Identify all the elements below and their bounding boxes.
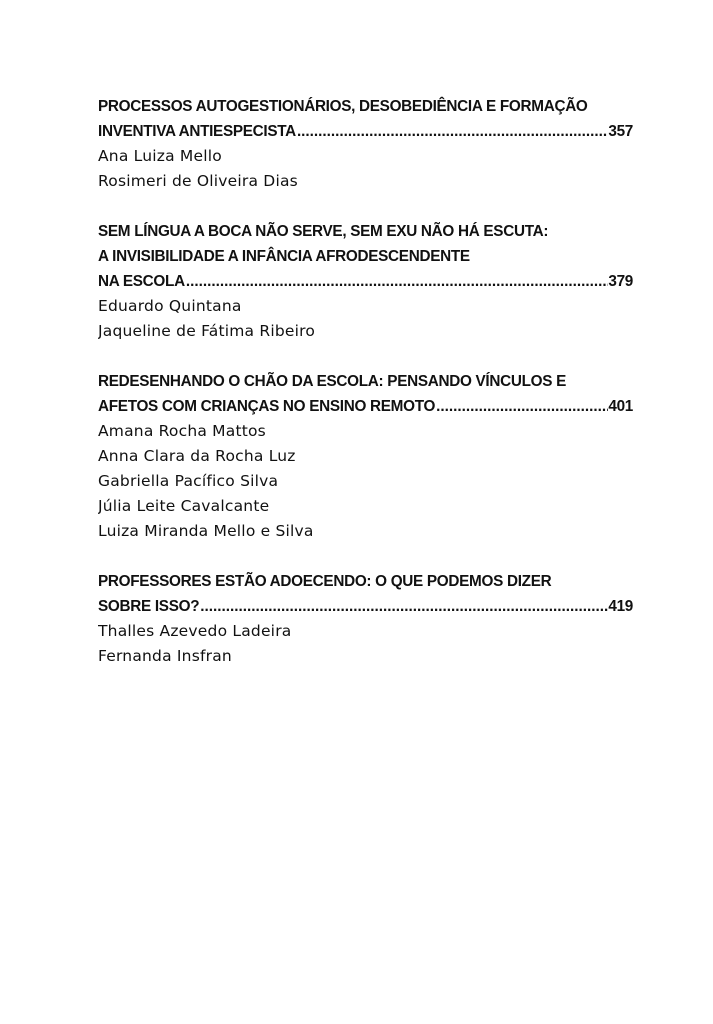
author-name: Júlia Leite Cavalcante xyxy=(98,497,270,515)
page-number: 357 xyxy=(608,123,633,140)
page-number: 419 xyxy=(608,598,633,615)
entry-title-line: NA ESCOLA xyxy=(98,273,185,290)
entry-title-line: AFETOS COM CRIANÇAS NO ENSINO REMOTO xyxy=(98,398,436,415)
toc-entry xyxy=(98,569,633,669)
entry-title-last-line[interactable] xyxy=(98,394,633,419)
dot-leader xyxy=(199,594,608,619)
entry-title-line: A INVISIBILIDADE A INFÂNCIA AFRODESCENDENTE xyxy=(98,248,470,265)
page-number: 401 xyxy=(608,398,633,415)
author-name: Luiza Miranda Mello e Silva xyxy=(98,522,314,540)
entry-title-line: PROFESSORES ESTÃO ADOECENDO: O QUE PODEMOS DIZER xyxy=(98,573,552,590)
dot-leader xyxy=(435,394,608,419)
entry-title-line: SOBRE ISSO? xyxy=(98,598,200,615)
author-name: Gabriella Pacífico Silva xyxy=(98,472,279,490)
dot-leader xyxy=(296,119,608,144)
toc-entry xyxy=(98,369,633,544)
entry-title-line: PROCESSOS AUTOGESTIONÁRIOS, DESOBEDIÊNCIA E FORMAÇÃO xyxy=(98,98,588,115)
author-name: Fernanda Insfran xyxy=(98,647,232,665)
entry-title-last-line[interactable] xyxy=(98,269,633,294)
entry-title-last-line[interactable] xyxy=(98,594,633,619)
entry-title-line: INVENTIVA ANTIESPECISTA xyxy=(98,123,296,140)
author-name: Eduardo Quintana xyxy=(98,297,242,315)
page-number: 379 xyxy=(608,273,633,290)
toc-entry xyxy=(98,94,633,194)
entry-title-line: REDESENHANDO O CHÃO DA ESCOLA: PENSANDO VÍNCULOS E xyxy=(98,373,567,390)
entry-title-last-line[interactable] xyxy=(98,119,633,144)
author-name: Ana Luiza Mello xyxy=(98,147,222,165)
author-name: Rosimeri de Oliveira Dias xyxy=(98,172,298,190)
author-name: Anna Clara da Rocha Luz xyxy=(98,447,296,465)
entry-title-line: SEM LÍNGUA A BOCA NÃO SERVE, SEM EXU NÃO HÁ ESCUTA: xyxy=(98,223,549,240)
table-of-contents xyxy=(98,94,633,694)
dot-leader xyxy=(185,269,609,294)
author-name: Thalles Azevedo Ladeira xyxy=(98,622,292,640)
author-name: Amana Rocha Mattos xyxy=(98,422,266,440)
author-name: Jaqueline de Fátima Ribeiro xyxy=(98,322,316,340)
toc-entry xyxy=(98,219,633,344)
